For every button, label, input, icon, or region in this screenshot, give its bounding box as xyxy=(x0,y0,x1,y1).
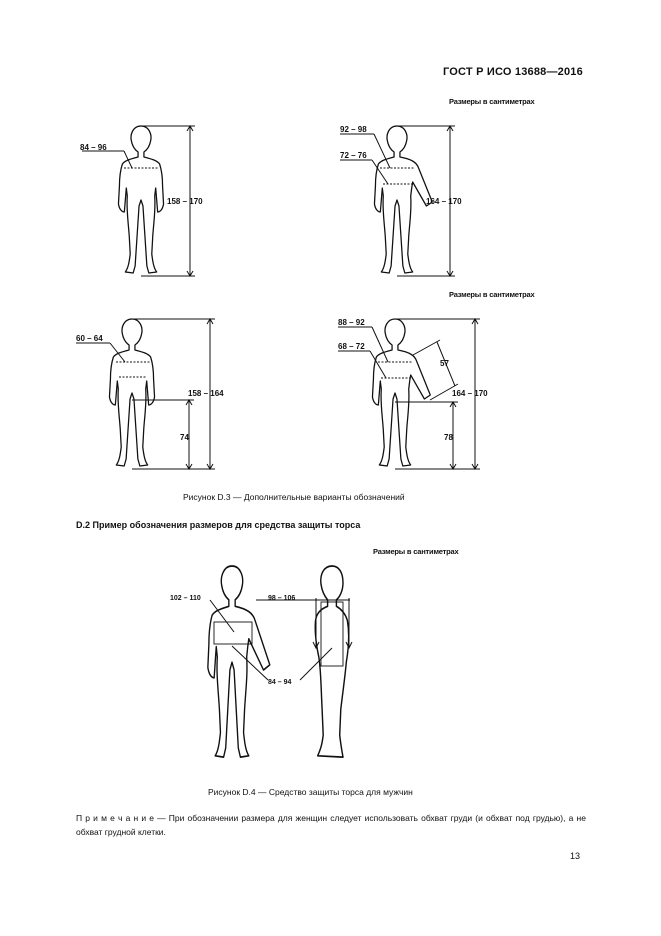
d3-2-height-label: 164 – 170 xyxy=(426,197,462,206)
d3-3-height-label: 158 – 164 xyxy=(188,389,224,398)
note-paragraph xyxy=(76,811,586,839)
figure-d3-caption: Рисунок D.3 — Дополнительные варианты обозначений xyxy=(183,492,405,502)
section-d2-title: D.2 Пример обозначения размеров для средства защиты торса xyxy=(76,520,361,530)
d3-2-waist-label: 72 – 76 xyxy=(340,151,367,160)
d3-4-leg-label: 78 xyxy=(444,433,453,442)
d3-4-sleeve-label: 57 xyxy=(440,359,449,368)
figure-d4-caption: Рисунок D.4 — Средство защиты торса для мужчин xyxy=(208,787,413,797)
units-label: Размеры в сантиметрах xyxy=(449,97,535,106)
d3-1-chest-label: 84 – 96 xyxy=(80,143,107,152)
d4-chest-label: 102 – 110 xyxy=(170,595,201,602)
d3-2-chest-label: 92 – 98 xyxy=(340,125,367,134)
d3-4-chest-label: 88 – 92 xyxy=(338,318,365,327)
d3-3-leg-label: 74 xyxy=(180,433,189,442)
page-number: 13 xyxy=(570,851,581,861)
d3-4-waist-label: 68 – 72 xyxy=(338,342,365,351)
d3-1-height-label: 158 – 170 xyxy=(167,197,203,206)
d4-waist-label: 84 – 94 xyxy=(268,679,292,686)
units-label: Размеры в сантиметрах xyxy=(449,290,535,299)
d3-3-chest-label: 60 – 64 xyxy=(76,334,103,343)
note-text: — При обозначении размера для женщин следует использовать обхват груди (и обхват под грудью), а не обхват грудной клетки. xyxy=(76,813,586,837)
units-label: Размеры в сантиметрах xyxy=(373,547,459,556)
note-label: П р и м е ч а н и е xyxy=(76,813,154,823)
document-code: ГОСТ Р ИСО 13688—2016 xyxy=(443,66,583,78)
d3-4-height-label: 164 – 170 xyxy=(452,389,488,398)
fig-d4-front xyxy=(208,566,270,757)
d4-back-label: 98 – 106 xyxy=(268,595,296,602)
